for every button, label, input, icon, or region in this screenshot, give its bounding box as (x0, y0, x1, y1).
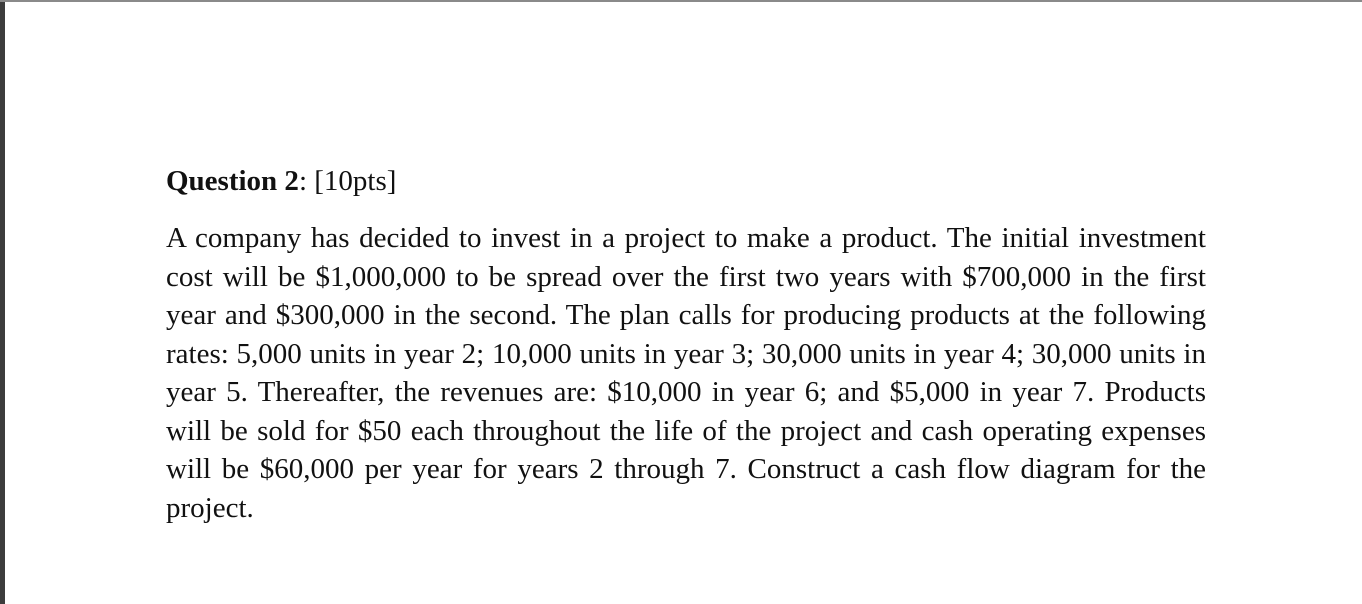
question-body: A company has decided to invest in a project to make a product. The initial investment cost will be $1,000,000 to be spread over the first two years with $700,000 in the first year and $300,000 in the second. The plan calls for producing products at the following rates: 5,000 units in year 2; 10,000 units in year 3; 30,000 units in year 4; 30,000 units in year 5. Thereafter, the revenues are: $10,000 in year 6; and $5,000 in year 7. Products will be sold for $50 each throughout the life of the project and cash operating expenses will be $60,000 per year for years 2 through 7. Construct a cash flow diagram for the project. (166, 222, 1206, 524)
question-points: [10pts] (314, 165, 397, 197)
question-heading (166, 163, 1206, 199)
window-edge (0, 0, 5, 604)
question-label: Question 2 (166, 165, 299, 197)
question-colon: : (298, 165, 307, 197)
top-border (0, 0, 1362, 2)
document-page (166, 163, 1206, 527)
